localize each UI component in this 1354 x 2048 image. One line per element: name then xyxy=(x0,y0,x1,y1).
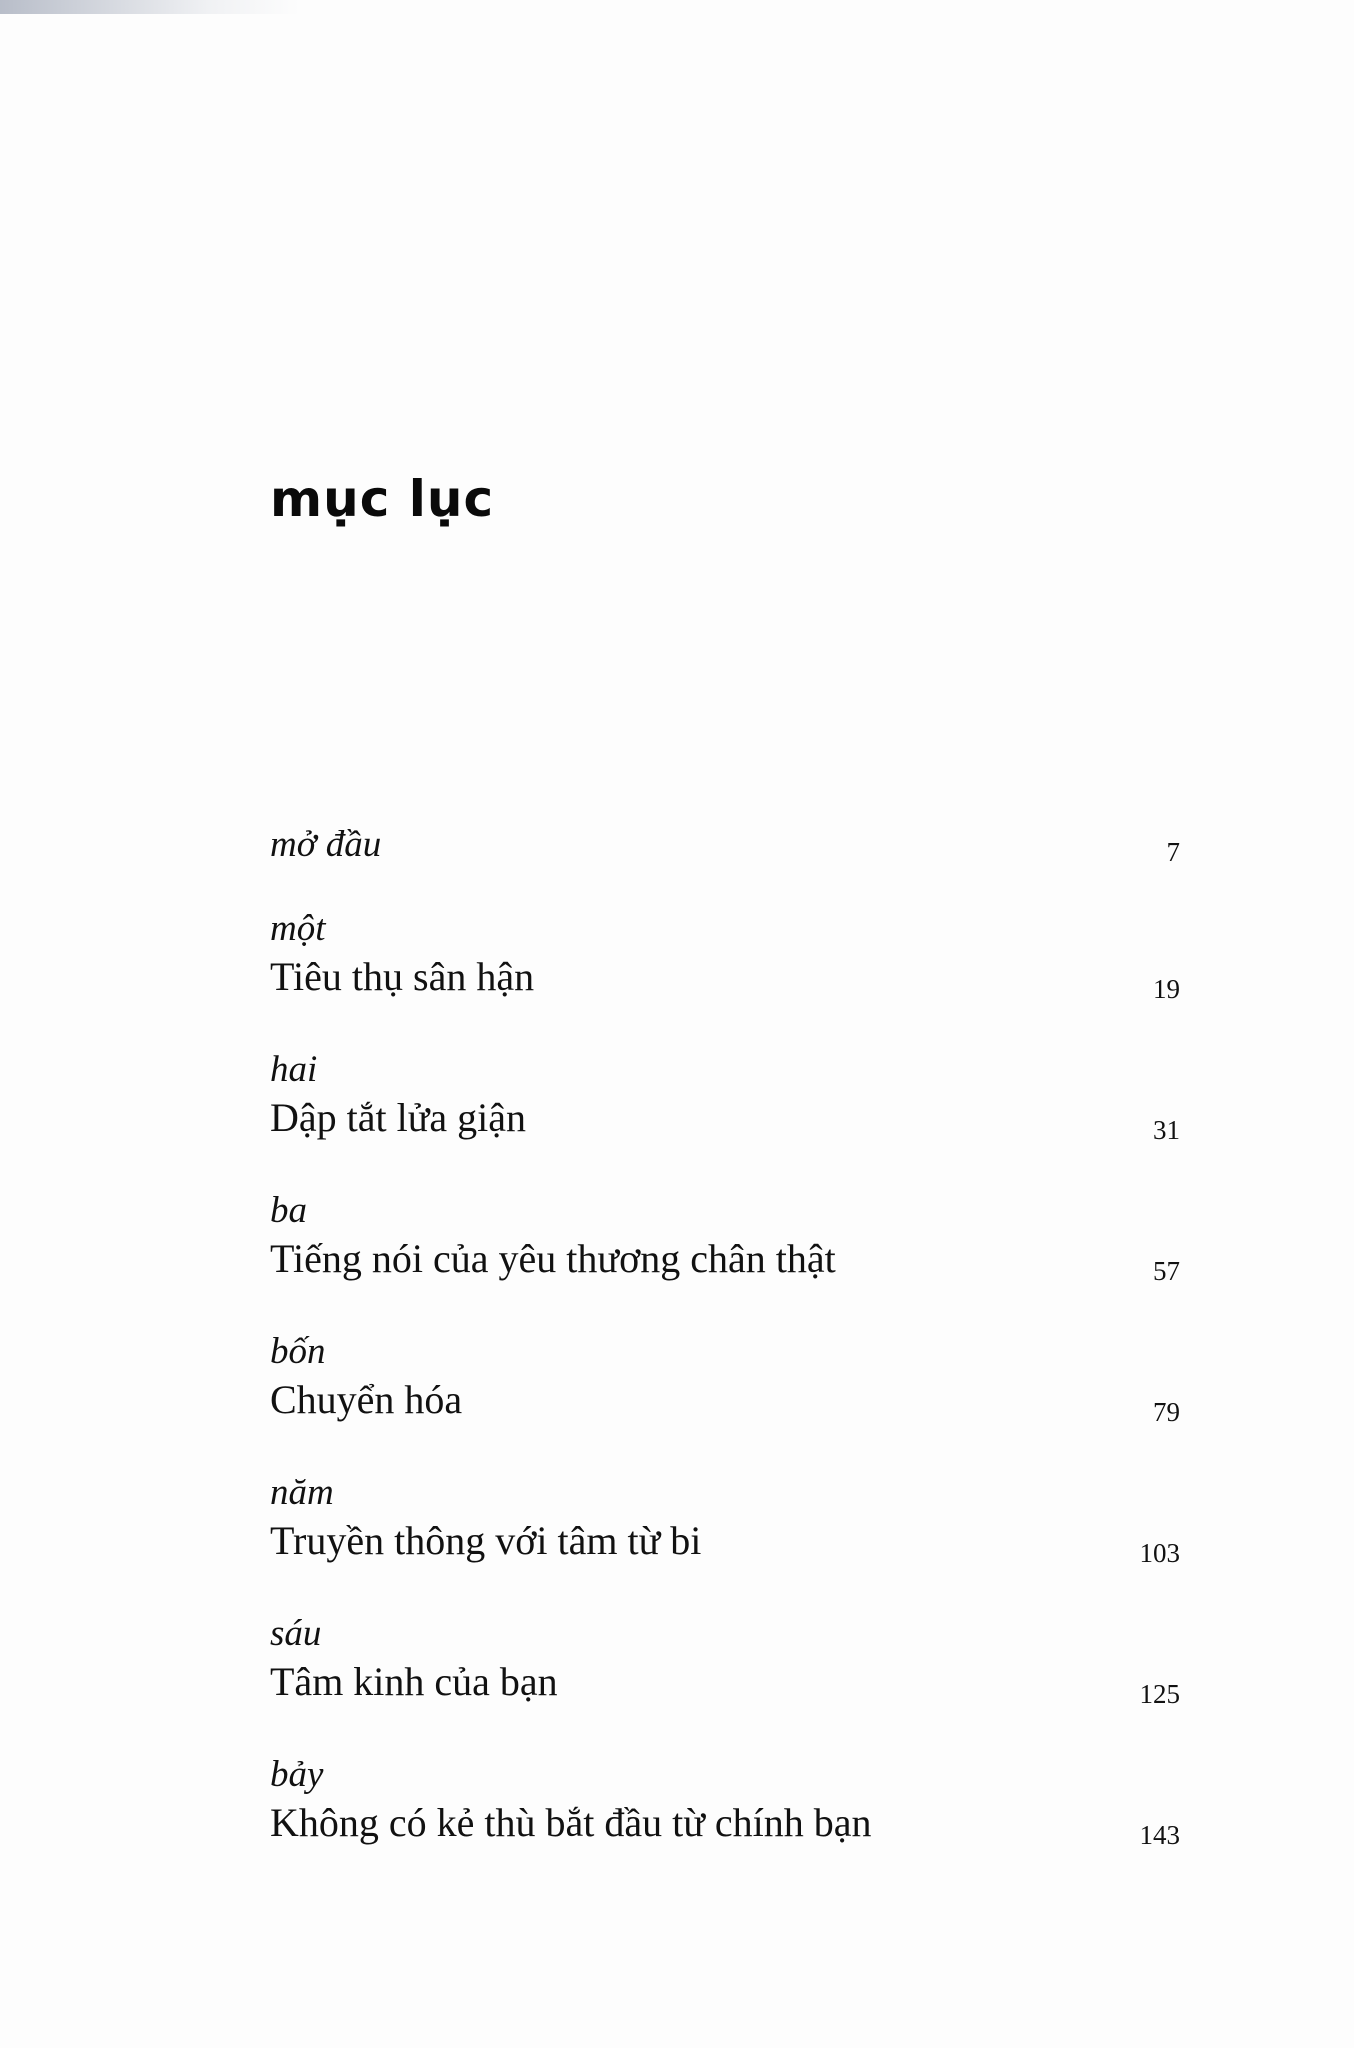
toc-entry xyxy=(270,1329,1180,1470)
chapter-title: Tiếng nói của yêu thương chân thật xyxy=(270,1236,836,1281)
chapter-title: Truyền thông với tâm từ bi xyxy=(270,1518,702,1563)
toc-entry-intro xyxy=(270,822,1180,906)
chapter-title: Không có kẻ thù bắt đầu từ chính bạn xyxy=(270,1800,872,1845)
entry-label: mở đầu xyxy=(270,824,382,865)
chapter-label: một xyxy=(270,908,326,949)
page-number: 57 xyxy=(1153,1256,1180,1286)
toc-entry xyxy=(270,1470,1180,1611)
toc-entry xyxy=(270,1752,1180,1893)
chapter-title: Tiêu thụ sân hận xyxy=(270,954,535,999)
chapter-label: ba xyxy=(270,1190,307,1231)
page-number: 103 xyxy=(1139,1538,1180,1568)
chapter-label: sáu xyxy=(270,1613,322,1654)
chapter-label: bốn xyxy=(270,1331,326,1372)
page-number: 7 xyxy=(1166,837,1180,867)
page-number: 79 xyxy=(1153,1397,1180,1427)
scan-edge xyxy=(0,0,300,14)
chapter-label: bảy xyxy=(270,1754,324,1795)
page-number: 19 xyxy=(1153,974,1180,1004)
chapter-label: năm xyxy=(270,1472,334,1513)
page-number: 31 xyxy=(1153,1115,1180,1145)
table-of-contents xyxy=(270,822,1180,1893)
chapter-label: hai xyxy=(270,1049,318,1090)
chapter-title: Dập tắt lửa giận xyxy=(270,1095,527,1140)
page-number: 125 xyxy=(1139,1679,1180,1709)
chapter-title: Chuyển hóa xyxy=(270,1377,463,1422)
toc-entry xyxy=(270,1611,1180,1752)
toc-entry xyxy=(270,1047,1180,1188)
chapter-title: Tâm kinh của bạn xyxy=(270,1659,558,1704)
page-number: 143 xyxy=(1139,1820,1180,1850)
toc-entry xyxy=(270,906,1180,1047)
page-title: mục lục xyxy=(270,470,495,528)
toc-entry xyxy=(270,1188,1180,1329)
